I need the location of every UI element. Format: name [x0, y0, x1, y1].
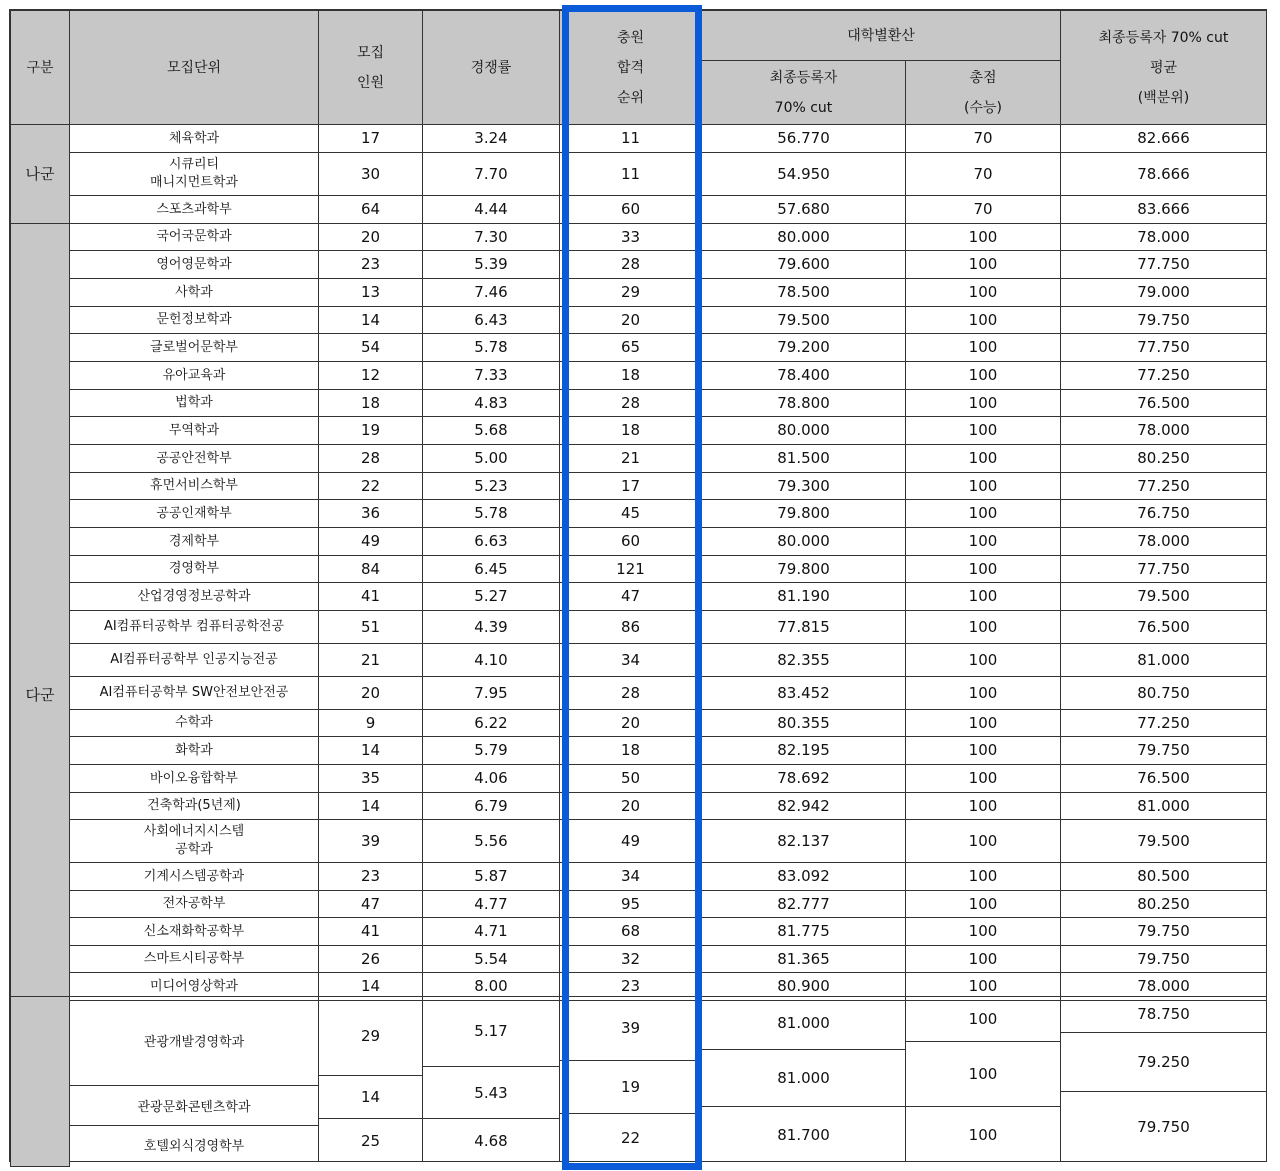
- cut-cell: 81.190: [702, 583, 906, 611]
- header-final-line1: 최종등록자 70% cut: [1098, 29, 1229, 46]
- ratio-cell: 7.95: [423, 677, 560, 710]
- percentile-cell: 76.500: [1061, 390, 1267, 417]
- total-cell: 100: [906, 611, 1061, 644]
- header-final-line2: 평균: [1149, 59, 1178, 76]
- quota-cell: 18: [319, 390, 423, 417]
- total-cell: 100: [906, 473, 1061, 500]
- unit-name: 미디어영상학과: [70, 973, 319, 1001]
- total-cell: 100: [906, 224, 1061, 251]
- table-row: [11, 528, 1267, 556]
- total-cell: 100: [906, 334, 1061, 362]
- total-cell: 100: [906, 500, 1061, 528]
- header-quota-line2: 인원: [356, 74, 385, 91]
- percentile-cell: 78.000: [1061, 224, 1267, 251]
- total-cell: 100: [906, 891, 1061, 918]
- percentile-cell: 80.250: [1061, 891, 1267, 918]
- ratio-cell: 5.39: [423, 251, 560, 279]
- header-final-percentile: [1061, 11, 1267, 125]
- ratio-cell: 4.44: [423, 196, 560, 224]
- table-row: [11, 196, 1267, 224]
- pct-hotel: 79.750: [1137, 1118, 1190, 1136]
- total-cell: 70: [906, 153, 1061, 196]
- rank-cell: 20: [560, 307, 702, 334]
- ratio-tourism-culture: 5.43: [474, 1083, 508, 1102]
- rank-cell: 34: [560, 644, 702, 677]
- table-row: [11, 710, 1267, 737]
- percentile-cell: 79.500: [1061, 583, 1267, 611]
- cut-tourism-culture: 81.000: [777, 1069, 830, 1087]
- rank-cell: 34: [560, 863, 702, 891]
- quota-tourism-culture: 14: [360, 1088, 381, 1106]
- header-conv-total-line1: 총점: [969, 69, 997, 86]
- total-cell: 100: [906, 820, 1061, 863]
- cut-cell: 79.800: [702, 500, 906, 528]
- cut-cell: 82.137: [702, 820, 906, 863]
- quota-cell: 17: [319, 125, 423, 153]
- ratio-cell: 8.00: [423, 973, 560, 1001]
- unit-name: 스마트시티공학부: [70, 946, 319, 973]
- unit-name: 건축학과(5년제): [70, 793, 319, 820]
- cut-cell: 80.355: [702, 710, 906, 737]
- table-row: [11, 946, 1267, 973]
- percentile-cell: 79.750: [1061, 737, 1267, 765]
- unit-name: 휴먼서비스학부: [70, 473, 319, 500]
- ratio-cell: 7.30: [423, 224, 560, 251]
- percentile-cell: 77.250: [1061, 710, 1267, 737]
- quota-cell: 41: [319, 918, 423, 946]
- unit-name: 경영학부: [70, 556, 319, 583]
- cut-cell: 82.942: [702, 793, 906, 820]
- ratio-cell: 5.56: [423, 820, 560, 863]
- cut-cell: 83.452: [702, 677, 906, 710]
- quota-cell: 30: [319, 153, 423, 196]
- table-row: [11, 793, 1267, 820]
- rank-cell: 68: [560, 918, 702, 946]
- header-rank-line1: 충원: [616, 29, 645, 46]
- header-conv-cut-line1: 최종등록자: [769, 69, 838, 86]
- total-cell: 100: [906, 918, 1061, 946]
- total-cell: 100: [906, 279, 1061, 307]
- group-label-na: 나군: [11, 125, 70, 224]
- table-row: [11, 677, 1267, 710]
- unit-name: [70, 820, 319, 863]
- unit-name-line1: 사회에너지시스템: [143, 824, 245, 840]
- unit-name: 신소재화학공학부: [70, 918, 319, 946]
- total-cell: 100: [906, 677, 1061, 710]
- table-row: [11, 125, 1267, 153]
- percentile-cell: 78.000: [1061, 973, 1267, 1001]
- ratio-cell: 5.54: [423, 946, 560, 973]
- rank-cell: 86: [560, 611, 702, 644]
- ratio-cell: 4.10: [423, 644, 560, 677]
- unit-name: 경제학부: [70, 528, 319, 556]
- quota-cell: 19: [319, 417, 423, 445]
- total-cell: 100: [906, 765, 1061, 793]
- ratio-cell: 5.68: [423, 417, 560, 445]
- unit-name: AI컴퓨터공학부 컴퓨터공학전공: [70, 611, 319, 644]
- ratio-cell: 5.87: [423, 863, 560, 891]
- table-row: [11, 362, 1267, 390]
- unit-name-line1: 시큐리티: [168, 157, 220, 173]
- total-cell: 70: [906, 125, 1061, 153]
- header-conversion-cut: [702, 61, 906, 125]
- cut-cell: 81.500: [702, 445, 906, 473]
- table-row: [11, 473, 1267, 500]
- cut-cell: 82.355: [702, 644, 906, 677]
- total-cell: 100: [906, 973, 1061, 1001]
- percentile-cell: 80.250: [1061, 445, 1267, 473]
- percentile-cell: 76.750: [1061, 500, 1267, 528]
- percentile-cell: 78.000: [1061, 528, 1267, 556]
- ratio-cell: 4.71: [423, 918, 560, 946]
- rank-cell: 95: [560, 891, 702, 918]
- cut-cell: 81.365: [702, 946, 906, 973]
- table-row: [11, 863, 1267, 891]
- header-quota-line1: 모집: [356, 44, 385, 61]
- unit-name: 화학과: [70, 737, 319, 765]
- percentile-cell: 78.000: [1061, 417, 1267, 445]
- cut-cell: 78.692: [702, 765, 906, 793]
- cut-cell: 79.800: [702, 556, 906, 583]
- group-label-da: 다군: [11, 224, 70, 1167]
- unit-name: 무역학과: [70, 417, 319, 445]
- quota-cell: 64: [319, 196, 423, 224]
- quota-tourism-dev: 29: [360, 1026, 381, 1045]
- percentile-cell: 80.500: [1061, 863, 1267, 891]
- total-tourism-culture: 100: [968, 1065, 998, 1083]
- rank-cell: 11: [560, 125, 702, 153]
- ratio-cell: 7.33: [423, 362, 560, 390]
- table-row: [11, 611, 1267, 644]
- percentile-cell: 81.000: [1061, 644, 1267, 677]
- cut-cell: 56.770: [702, 125, 906, 153]
- unit-name: 수학과: [70, 710, 319, 737]
- unit-name: [70, 153, 319, 196]
- header-final-line3: (백분위): [1137, 89, 1190, 106]
- table-row: [11, 390, 1267, 417]
- cut-cell: 83.092: [702, 863, 906, 891]
- header-unit: 모집단위: [70, 11, 319, 125]
- quota-hotel: 25: [360, 1131, 381, 1150]
- cut-cell: 82.195: [702, 737, 906, 765]
- table-row: [11, 891, 1267, 918]
- total-cell: 100: [906, 362, 1061, 390]
- ratio-cell: 5.78: [423, 500, 560, 528]
- header-conversion-total: [906, 61, 1061, 125]
- percentile-cell: 76.500: [1061, 765, 1267, 793]
- rank-cell: 32: [560, 946, 702, 973]
- quota-cell: 14: [319, 973, 423, 1001]
- quota-cell: 84: [319, 556, 423, 583]
- quota-cell: 23: [319, 251, 423, 279]
- rank-cell: 45: [560, 500, 702, 528]
- unit-name: 법학과: [70, 390, 319, 417]
- rank-cell: 28: [560, 677, 702, 710]
- rank-cell: 60: [560, 196, 702, 224]
- cut-cell: 80.900: [702, 973, 906, 1001]
- quota-cell: 41: [319, 583, 423, 611]
- quota-cell: 39: [319, 820, 423, 863]
- quota-cell: 36: [319, 500, 423, 528]
- quota-cell: 26: [319, 946, 423, 973]
- ratio-cell: 6.43: [423, 307, 560, 334]
- table-row: [11, 820, 1267, 863]
- rank-cell: 49: [560, 820, 702, 863]
- unit-name: 영어영문학과: [70, 251, 319, 279]
- total-cell: 100: [906, 556, 1061, 583]
- percentile-cell: 80.750: [1061, 677, 1267, 710]
- cut-cell: 81.775: [702, 918, 906, 946]
- unit-name: 사학과: [70, 279, 319, 307]
- unit-name: 국어국문학과: [70, 224, 319, 251]
- cut-cell: 79.300: [702, 473, 906, 500]
- ratio-cell: 5.00: [423, 445, 560, 473]
- cut-hotel: 81.700: [777, 1125, 830, 1144]
- unit-name-hotel: 호텔외식경영학부: [143, 1138, 245, 1154]
- unit-name: 공공안전학부: [70, 445, 319, 473]
- total-cell: 100: [906, 644, 1061, 677]
- cut-cell: 82.777: [702, 891, 906, 918]
- rank-cell: 20: [560, 710, 702, 737]
- cut-tourism-dev: 81.000: [777, 1013, 830, 1032]
- table-row: [11, 583, 1267, 611]
- header-conv-cut-line2: 70% cut: [774, 99, 833, 116]
- quota-cell: 14: [319, 793, 423, 820]
- rank-cell: 20: [560, 793, 702, 820]
- rank-cell: 17: [560, 473, 702, 500]
- unit-name: 문헌정보학과: [70, 307, 319, 334]
- quota-cell: 12: [319, 362, 423, 390]
- total-cell: 100: [906, 946, 1061, 973]
- rank-cell: 50: [560, 765, 702, 793]
- ratio-cell: 7.70: [423, 153, 560, 196]
- table-row: [11, 737, 1267, 765]
- quota-cell: 13: [319, 279, 423, 307]
- total-cell: 100: [906, 863, 1061, 891]
- rank-cell: 47: [560, 583, 702, 611]
- total-cell: 100: [906, 737, 1061, 765]
- unit-name-line2: 매니지먼트학과: [150, 175, 238, 190]
- admission-results-table: [10, 10, 1267, 1167]
- percentile-cell: 81.000: [1061, 793, 1267, 820]
- ratio-cell: 6.45: [423, 556, 560, 583]
- table-row: [11, 500, 1267, 528]
- quota-cell: 28: [319, 445, 423, 473]
- tourism-merged-block: [10, 996, 1266, 1162]
- total-cell: 100: [906, 710, 1061, 737]
- rank-cell: 65: [560, 334, 702, 362]
- cut-cell: 78.500: [702, 279, 906, 307]
- ratio-cell: 5.27: [423, 583, 560, 611]
- ratio-cell: 4.39: [423, 611, 560, 644]
- table-row: [11, 153, 1267, 196]
- ratio-cell: 6.63: [423, 528, 560, 556]
- table-row: [11, 445, 1267, 473]
- percentile-cell: 77.750: [1061, 556, 1267, 583]
- total-cell: 100: [906, 307, 1061, 334]
- cut-cell: 79.500: [702, 307, 906, 334]
- unit-name: 글로벌어문학부: [70, 334, 319, 362]
- percentile-cell: 77.750: [1061, 251, 1267, 279]
- total-cell: 100: [906, 528, 1061, 556]
- ratio-cell: 6.22: [423, 710, 560, 737]
- cut-cell: 57.680: [702, 196, 906, 224]
- table-row: [11, 556, 1267, 583]
- unit-name: 유아교육과: [70, 362, 319, 390]
- unit-name: 공공인재학부: [70, 500, 319, 528]
- cut-cell: 80.000: [702, 417, 906, 445]
- table-row: [11, 417, 1267, 445]
- rank-cell: 28: [560, 251, 702, 279]
- quota-cell: 47: [319, 891, 423, 918]
- percentile-cell: 77.250: [1061, 473, 1267, 500]
- header-conv-total-line2: (수능): [964, 99, 1002, 116]
- ratio-cell: 5.78: [423, 334, 560, 362]
- ratio-cell: 7.46: [423, 279, 560, 307]
- rank-cell: 33: [560, 224, 702, 251]
- unit-name: 바이오융합학부: [70, 765, 319, 793]
- total-cell: 100: [906, 583, 1061, 611]
- ratio-tourism-dev: 5.17: [474, 1022, 508, 1040]
- ratio-cell: 5.23: [423, 473, 560, 500]
- rank-cell: 18: [560, 737, 702, 765]
- cut-cell: 80.000: [702, 224, 906, 251]
- rank-cell: 29: [560, 279, 702, 307]
- quota-cell: 51: [319, 611, 423, 644]
- table-row: [11, 307, 1267, 334]
- unit-name: AI컴퓨터공학부 SW안전보안전공: [70, 677, 319, 710]
- cut-cell: 79.200: [702, 334, 906, 362]
- total-cell: 100: [906, 390, 1061, 417]
- unit-name: 전자공학부: [70, 891, 319, 918]
- quota-cell: 14: [319, 737, 423, 765]
- percentile-cell: 79.750: [1061, 918, 1267, 946]
- quota-cell: 23: [319, 863, 423, 891]
- rank-tourism-dev: 39: [620, 1019, 641, 1037]
- rank-cell: 21: [560, 445, 702, 473]
- quota-cell: 54: [319, 334, 423, 362]
- cut-cell: 80.000: [702, 528, 906, 556]
- rank-cell: 60: [560, 528, 702, 556]
- percentile-cell: 83.666: [1061, 196, 1267, 224]
- ratio-cell: 4.77: [423, 891, 560, 918]
- unit-name-tourism-dev: 관광개발경영학과: [143, 1035, 245, 1050]
- ratio-cell: 3.24: [423, 125, 560, 153]
- quota-cell: 9: [319, 710, 423, 737]
- quota-cell: 35: [319, 765, 423, 793]
- unit-name-tourism-culture: 관광문화콘텐츠학과: [137, 1100, 251, 1115]
- ratio-cell: 4.06: [423, 765, 560, 793]
- total-cell: 100: [906, 251, 1061, 279]
- unit-name: 기계시스템공학과: [70, 863, 319, 891]
- total-hotel: 100: [968, 1125, 998, 1144]
- header-ratio: 경쟁률: [423, 11, 560, 125]
- table-row: [11, 224, 1267, 251]
- cut-cell: 78.800: [702, 390, 906, 417]
- percentile-cell: 82.666: [1061, 125, 1267, 153]
- quota-cell: 20: [319, 677, 423, 710]
- header-rank: [560, 11, 702, 125]
- table-row: [11, 765, 1267, 793]
- percentile-cell: 78.666: [1061, 153, 1267, 196]
- quota-cell: 22: [319, 473, 423, 500]
- table-row: [11, 251, 1267, 279]
- total-tourism-dev: 100: [968, 1009, 998, 1028]
- quota-cell: 21: [319, 644, 423, 677]
- percentile-cell: 79.750: [1061, 946, 1267, 973]
- rank-cell: 23: [560, 973, 702, 1001]
- rank-hotel: 22: [620, 1129, 641, 1147]
- percentile-cell: 77.750: [1061, 334, 1267, 362]
- header-category: 구분: [11, 11, 70, 125]
- header-rank-line3: 순위: [616, 89, 645, 106]
- pct-tourism-culture: 79.250: [1137, 1053, 1190, 1071]
- total-cell: 100: [906, 445, 1061, 473]
- ratio-cell: 4.83: [423, 390, 560, 417]
- ratio-hotel: 4.68: [474, 1131, 508, 1150]
- header-conversion-group: 대학별환산: [702, 11, 1061, 61]
- percentile-cell: 77.250: [1061, 362, 1267, 390]
- rank-tourism-culture: 19: [620, 1078, 641, 1096]
- rank-cell: 28: [560, 390, 702, 417]
- rank-cell: 18: [560, 362, 702, 390]
- table-row: [11, 918, 1267, 946]
- percentile-cell: 79.750: [1061, 307, 1267, 334]
- rank-cell: 18: [560, 417, 702, 445]
- rank-cell: 11: [560, 153, 702, 196]
- percentile-cell: 79.500: [1061, 820, 1267, 863]
- ratio-cell: 5.79: [423, 737, 560, 765]
- header-rank-line2: 합격: [616, 59, 645, 76]
- unit-name-line2: 공학과: [175, 842, 213, 857]
- quota-cell: 49: [319, 528, 423, 556]
- quota-cell: 20: [319, 224, 423, 251]
- quota-cell: 14: [319, 307, 423, 334]
- header-quota: [319, 11, 423, 125]
- total-cell: 100: [906, 417, 1061, 445]
- unit-name: 체육학과: [70, 125, 319, 153]
- table-row: [11, 279, 1267, 307]
- cut-cell: 77.815: [702, 611, 906, 644]
- percentile-cell: 79.000: [1061, 279, 1267, 307]
- cut-cell: 78.400: [702, 362, 906, 390]
- rank-cell: 121: [560, 556, 702, 583]
- unit-name: AI컴퓨터공학부 인공지능전공: [70, 644, 319, 677]
- percentile-cell: 76.500: [1061, 611, 1267, 644]
- cut-cell: 79.600: [702, 251, 906, 279]
- total-cell: 70: [906, 196, 1061, 224]
- unit-name: 스포츠과학부: [70, 196, 319, 224]
- table-row: [11, 644, 1267, 677]
- cut-cell: 54.950: [702, 153, 906, 196]
- unit-name: 산업경영정보공학과: [70, 583, 319, 611]
- ratio-cell: 6.79: [423, 793, 560, 820]
- pct-tourism-dev: 78.750: [1137, 1005, 1190, 1023]
- table-row: [11, 334, 1267, 362]
- total-cell: 100: [906, 793, 1061, 820]
